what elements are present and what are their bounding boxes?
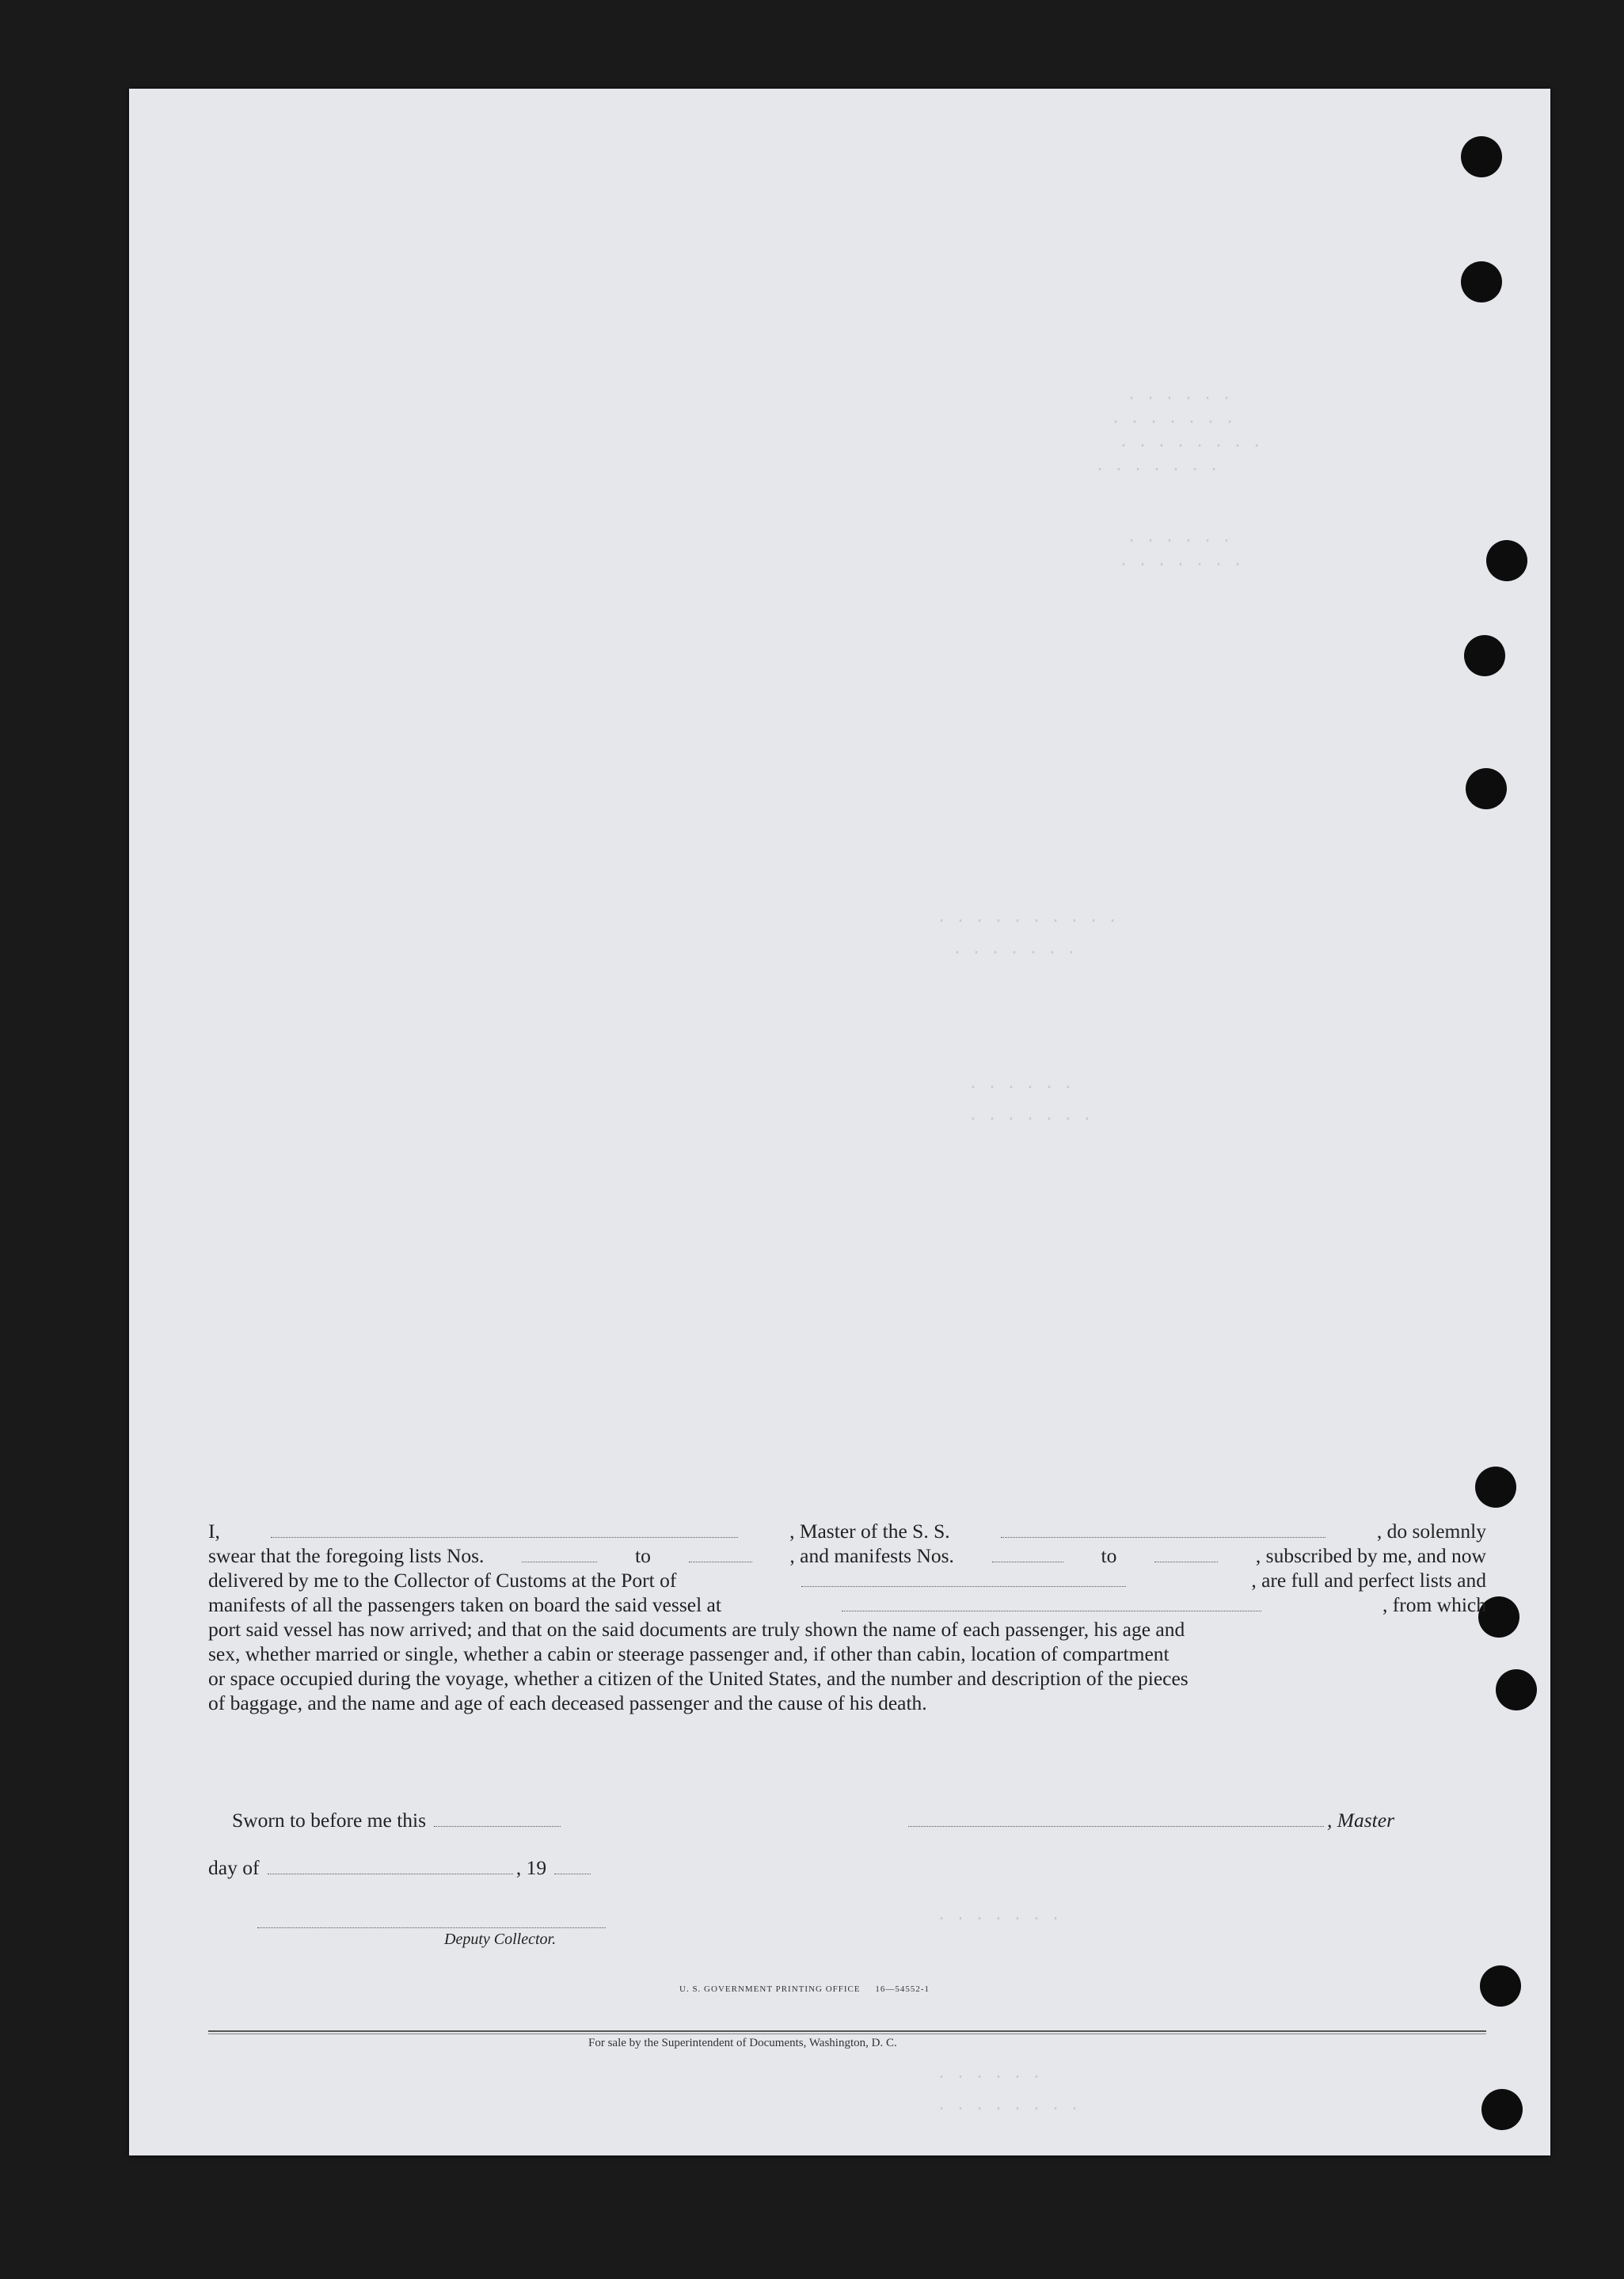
deputy-collector-label: Deputy Collector.: [444, 1931, 557, 1948]
oath-text: I,: [208, 1520, 220, 1543]
oath-line-6: [208, 1642, 1486, 1666]
master-oath-paragraph: [208, 1519, 1486, 1715]
oath-text: manifests of all the passengers taken on board the said vessel at: [208, 1593, 721, 1616]
oath-text: , and manifests Nos.: [789, 1544, 954, 1567]
oath-text: , from which: [1382, 1593, 1486, 1616]
sworn-label: Sworn to before me this: [232, 1809, 427, 1832]
binder-hole: [1464, 635, 1505, 676]
oath-line-8: [208, 1691, 1486, 1715]
oath-text: , Master of the S. S.: [789, 1520, 950, 1543]
for-sale-notice: For sale by the Superintendent of Documents, Washington, D. C.: [588, 2037, 897, 2049]
oath-line-2: [208, 1543, 1486, 1568]
oath-text: or space occupied during the voyage, whether a citizen of the United States, and the number and description of the pieces: [208, 1667, 1189, 1690]
oath-line-4: [208, 1592, 1486, 1617]
oath-text: to: [635, 1544, 651, 1567]
day-of-line: [208, 1856, 594, 1880]
oath-text: , are full and perfect lists and: [1251, 1569, 1486, 1592]
list-from-blank[interactable]: [522, 1547, 597, 1562]
oath-line-5: [208, 1617, 1486, 1642]
manifest-page: · · · · · · · · · · · · · · · · · · · · · · · · · · · · · · · · · · · · · · · · · · · · · · · · · · · · · · · · · · · · · · · · · · · · · · · · · · · · · · · · · · · · · · · · · · · · I, , Master of the S. S. , do solemnly swear that the foregoing lists Nos. to , and manifests Nos. to , subscribed by me, and now delivered by me to the Collector of Customs at the Port of , are full and perfect lists and manifests of all the passengers taken on board the said vessel at , from which port said vessel has now arrived; and that on the said documents are truly shown the name of each passenger, his age and sex, whether married or single, whether a cabin or steerage passenger and, if other than cabin, location of compartment or space occupied during the voyage, whether a citizen of the United States, and the number and description of the pieces of baggage, and the name and age of each deceased passenger and the cause of his death. Sworn to before me this , Master day of , 19 Deputy Collector. U. S. GOVERNMENT PRINTING OFFICE 16—54552-1 For sale by the Superintendent of Documents, Washington, D. C.: [129, 89, 1550, 2155]
year-blank[interactable]: [554, 1859, 591, 1874]
binder-hole: [1475, 1467, 1516, 1508]
binder-hole: [1496, 1669, 1537, 1710]
port-of-arrival-blank[interactable]: [801, 1572, 1126, 1587]
year-label: , 19: [515, 1856, 547, 1879]
binder-hole: [1480, 1965, 1521, 2007]
binder-hole: [1486, 540, 1527, 581]
manifest-to-blank[interactable]: [1154, 1547, 1218, 1562]
printing-office-imprint: [679, 1984, 930, 1994]
binder-hole: [1461, 261, 1502, 302]
printing-office-text: U. S. GOVERNMENT PRINTING OFFICE: [679, 1984, 861, 1994]
oath-line-3: [208, 1568, 1486, 1592]
oath-text: delivered by me to the Collector of Customs at the Port of: [208, 1569, 677, 1592]
month-blank[interactable]: [268, 1859, 513, 1874]
list-to-blank[interactable]: [689, 1547, 752, 1562]
oath-text: to: [1101, 1544, 1117, 1567]
oath-text: of baggage, and the name and age of each deceased passenger and the cause of his death.: [208, 1691, 927, 1714]
oath-text: port said vessel has now arrived; and that on the said documents are truly shown the name of each passenger, his age and: [208, 1618, 1185, 1641]
day-of-label: day of: [208, 1856, 260, 1879]
oath-line-1: [208, 1519, 1486, 1543]
binder-hole: [1461, 136, 1502, 177]
binder-hole: [1481, 2089, 1523, 2130]
master-signature-blank[interactable]: [908, 1812, 1324, 1827]
deputy-signature-rule[interactable]: [257, 1927, 606, 1928]
footer-rule: [208, 2030, 1486, 2032]
manifest-from-blank[interactable]: [992, 1547, 1063, 1562]
vessel-name-blank[interactable]: [1001, 1523, 1325, 1538]
master-label: , Master: [1327, 1809, 1394, 1832]
binder-hole: [1466, 768, 1507, 809]
oath-text: , subscribed by me, and now: [1255, 1544, 1486, 1567]
port-of-departure-blank[interactable]: [842, 1596, 1261, 1611]
master-name-blank[interactable]: [271, 1523, 738, 1538]
oath-text: swear that the foregoing lists Nos.: [208, 1544, 485, 1567]
sworn-day-blank[interactable]: [434, 1812, 561, 1827]
oath-text: sex, whether married or single, whether a cabin or steerage passenger and, if other than cabin, location of compartment: [208, 1642, 1170, 1665]
oath-line-7: [208, 1666, 1486, 1691]
sworn-line: [232, 1809, 564, 1832]
oath-text: , do solemnly: [1376, 1520, 1486, 1543]
master-signature-line: [905, 1809, 1394, 1832]
form-number-text: 16—54552-1: [875, 1984, 930, 1994]
